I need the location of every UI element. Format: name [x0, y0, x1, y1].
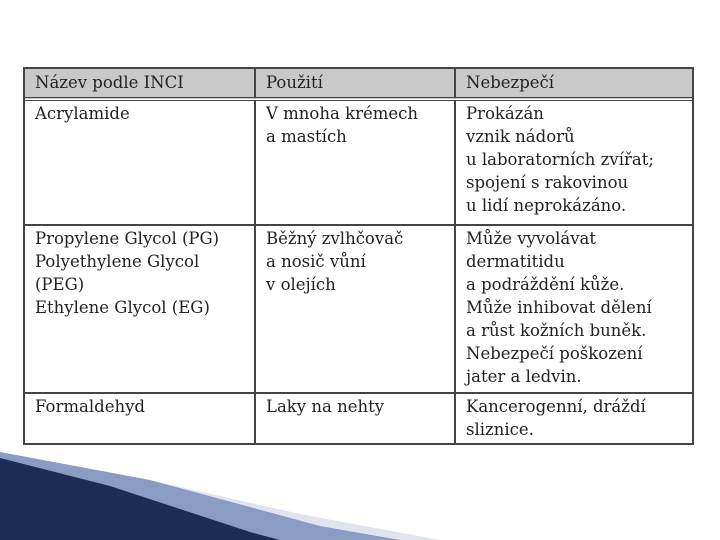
cell-line: Nebezpečí poškození [466, 344, 643, 363]
cell-line: u laboratorních zvířat; [466, 150, 654, 169]
cell-line: v olejích [266, 275, 336, 294]
table-row [25, 99, 692, 225]
table-header-row [25, 69, 692, 99]
cell-line: jater a ledvin. [466, 367, 582, 386]
cell-line: Běžný zvlhčovač [266, 229, 404, 248]
cell-name [25, 225, 255, 393]
cell-danger [455, 393, 692, 443]
cell-line: Ethylene Glycol (EG) [35, 298, 210, 317]
cell-use [255, 225, 455, 393]
cell-line: Formaldehyd [35, 397, 145, 416]
inci-table-container [23, 67, 694, 445]
cell-name [25, 99, 255, 225]
cell-use [255, 99, 455, 225]
cell-line: Polyethylene Glycol [35, 252, 200, 271]
cell-line: Může vyvolávat [466, 229, 597, 248]
cell-use [255, 393, 455, 443]
cell-line: vznik nádorů [466, 127, 575, 146]
cell-line: a růst kožních buněk. [466, 321, 647, 340]
cell-line: sliznice. [466, 420, 534, 439]
cell-name [25, 393, 255, 443]
cell-line: dermatitidu [466, 252, 565, 271]
header-inci-name: Název podle INCI [25, 69, 255, 99]
cell-line: Acrylamide [35, 104, 130, 123]
cell-line: V mnoha krémech [266, 104, 419, 123]
cell-line: a podráždění kůže. [466, 275, 625, 294]
cell-line: Laky na nehty [266, 397, 385, 416]
decorative-swoosh [0, 440, 720, 540]
cell-line: (PEG) [35, 275, 85, 294]
cell-danger [455, 225, 692, 393]
table-row [25, 393, 692, 443]
header-danger: Nebezpečí [455, 69, 692, 99]
cell-line: Může inhibovat dělení [466, 298, 652, 317]
inci-table [25, 69, 692, 443]
cell-danger [455, 99, 692, 225]
header-use: Použití [255, 69, 455, 99]
cell-line: a nosič vůní [266, 252, 366, 271]
cell-line: a mastích [266, 127, 347, 146]
cell-line: u lidí neprokázáno. [466, 196, 627, 215]
cell-line: Propylene Glycol (PG) [35, 229, 220, 248]
cell-line: Prokázán [466, 104, 544, 123]
table-row [25, 225, 692, 393]
cell-line: Kancerogenní, dráždí [466, 397, 646, 416]
cell-line: spojení s rakovinou [466, 173, 629, 192]
